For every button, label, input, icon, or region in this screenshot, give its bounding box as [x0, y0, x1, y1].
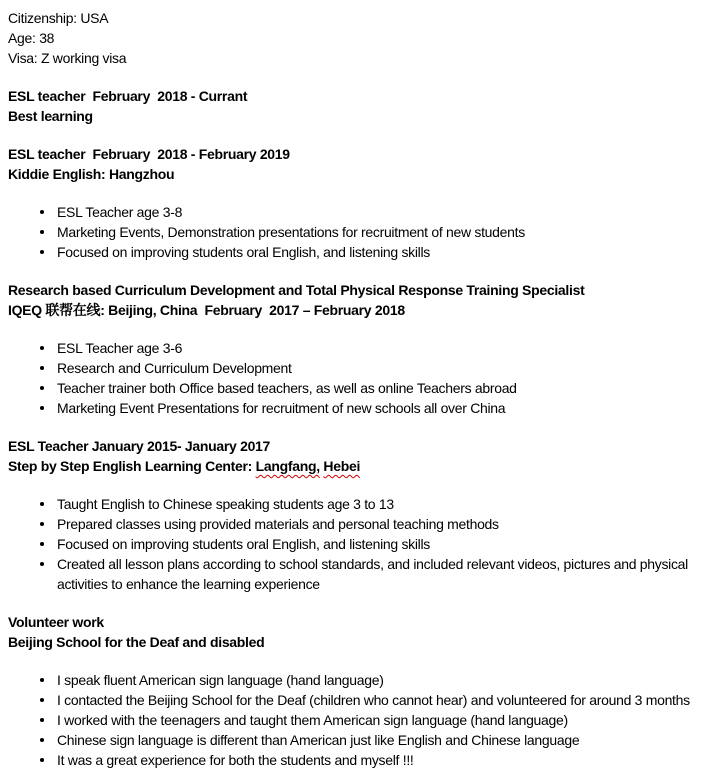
bullet-item — [8, 534, 709, 554]
bullet-item — [8, 398, 709, 418]
bullet-icon — [40, 502, 44, 506]
section-heading-employer: IQEQ 联帮在线: Beijing, China February 2017 – February 2018 — [8, 302, 405, 318]
section-heading-title: ESL teacher February 2018 - Currant — [8, 88, 248, 104]
bullet-text: I speak fluent American sign language (hand language) — [57, 672, 384, 688]
section-headings — [8, 436, 709, 476]
bullet-item — [8, 242, 709, 262]
experience-section-kiddie-english — [8, 144, 709, 262]
bullet-item — [8, 338, 709, 358]
bullet-icon — [40, 406, 44, 410]
bullet-icon — [40, 230, 44, 234]
section-headings — [8, 280, 709, 320]
employer-name-text: Step by Step English Learning Center: — [8, 458, 256, 474]
experience-section-iqeq — [8, 280, 709, 418]
bullet-icon — [40, 210, 44, 214]
section-heading-title: Volunteer work — [8, 614, 104, 630]
bullet-text: Teacher trainer both Office based teachers, as well as online Teachers abroad — [57, 380, 517, 396]
section-heading-title: Research based Curriculum Development and Total Physical Response Training Specialist — [8, 282, 585, 298]
bullet-item — [8, 730, 709, 750]
section-headings — [8, 86, 709, 126]
experience-section-step-by-step — [8, 436, 709, 594]
bullet-text: I worked with the teenagers and taught them American sign language (hand language) — [57, 712, 568, 728]
section-heading-employer: Beijing School for the Deaf and disabled — [8, 634, 265, 650]
info-line-visa: Visa: Z working visa — [8, 50, 127, 66]
misspelled-word-hebei: Hebei — [323, 458, 361, 474]
misspelled-word-langfang: Langfang, — [255, 458, 320, 474]
bullet-item — [8, 514, 709, 534]
section-bullets — [8, 670, 709, 770]
bullet-icon — [40, 542, 44, 546]
section-heading-title: ESL teacher February 2018 - February 2019 — [8, 146, 290, 162]
info-line-citizenship: Citizenship: USA — [8, 10, 109, 26]
section-bullets — [8, 494, 709, 594]
bullet-text: Taught English to Chinese speaking students age 3 to 13 — [57, 496, 394, 512]
section-heading-title: ESL Teacher January 2015- January 2017 — [8, 438, 271, 454]
bullet-icon — [40, 562, 44, 566]
section-headings — [8, 144, 709, 184]
bullet-text: Created all lesson plans according to school standards, and included relevant videos, pictures and physical activities to enhance the learning experience — [57, 556, 692, 592]
bullet-item — [8, 750, 709, 770]
section-heading-employer: Best learning — [8, 108, 93, 124]
bullet-item — [8, 378, 709, 398]
bullet-text: ESL Teacher age 3-6 — [57, 340, 183, 356]
bullet-item — [8, 494, 709, 514]
bullet-item — [8, 202, 709, 222]
bullet-icon — [40, 718, 44, 722]
bullet-text: Chinese sign language is different than American just like English and Chinese language — [57, 732, 580, 748]
bullet-text: Marketing Events, Demonstration presentations for recruitment of new students — [57, 224, 525, 240]
bullet-text: I contacted the Beijing School for the Deaf (children who cannot hear) and volunteered for around 3 months — [57, 692, 690, 708]
bullet-item — [8, 670, 709, 690]
bullet-item — [8, 222, 709, 242]
experience-section-best-learning — [8, 86, 709, 126]
bullet-icon — [40, 678, 44, 682]
bullet-text: It was a great experience for both the students and myself !!! — [57, 752, 414, 768]
bullet-item — [8, 690, 709, 710]
bullet-text: ESL Teacher age 3-8 — [57, 204, 183, 220]
bullet-icon — [40, 738, 44, 742]
bullet-item — [8, 554, 709, 594]
section-heading-employer — [8, 456, 709, 476]
personal-info-block — [8, 8, 709, 68]
bullet-text: Marketing Event Presentations for recruitment of new schools all over China — [57, 400, 506, 416]
bullet-icon — [40, 698, 44, 702]
bullet-icon — [40, 386, 44, 390]
bullet-icon — [40, 366, 44, 370]
info-line-age: Age: 38 — [8, 30, 55, 46]
bullet-text: Research and Curriculum Development — [57, 360, 292, 376]
bullet-icon — [40, 250, 44, 254]
section-bullets — [8, 338, 709, 418]
experience-section-volunteer — [8, 612, 709, 770]
bullet-text: Focused on improving students oral English, and listening skills — [57, 244, 431, 260]
section-heading-employer: Kiddie English: Hangzhou — [8, 166, 175, 182]
bullet-icon — [40, 522, 44, 526]
section-bullets — [8, 202, 709, 262]
bullet-text: Prepared classes using provided materials and personal teaching methods — [57, 516, 499, 532]
bullet-icon — [40, 758, 44, 762]
bullet-icon — [40, 346, 44, 350]
bullet-text: Focused on improving students oral English, and listening skills — [57, 536, 431, 552]
bullet-item — [8, 710, 709, 730]
bullet-item — [8, 358, 709, 378]
section-headings — [8, 612, 709, 652]
